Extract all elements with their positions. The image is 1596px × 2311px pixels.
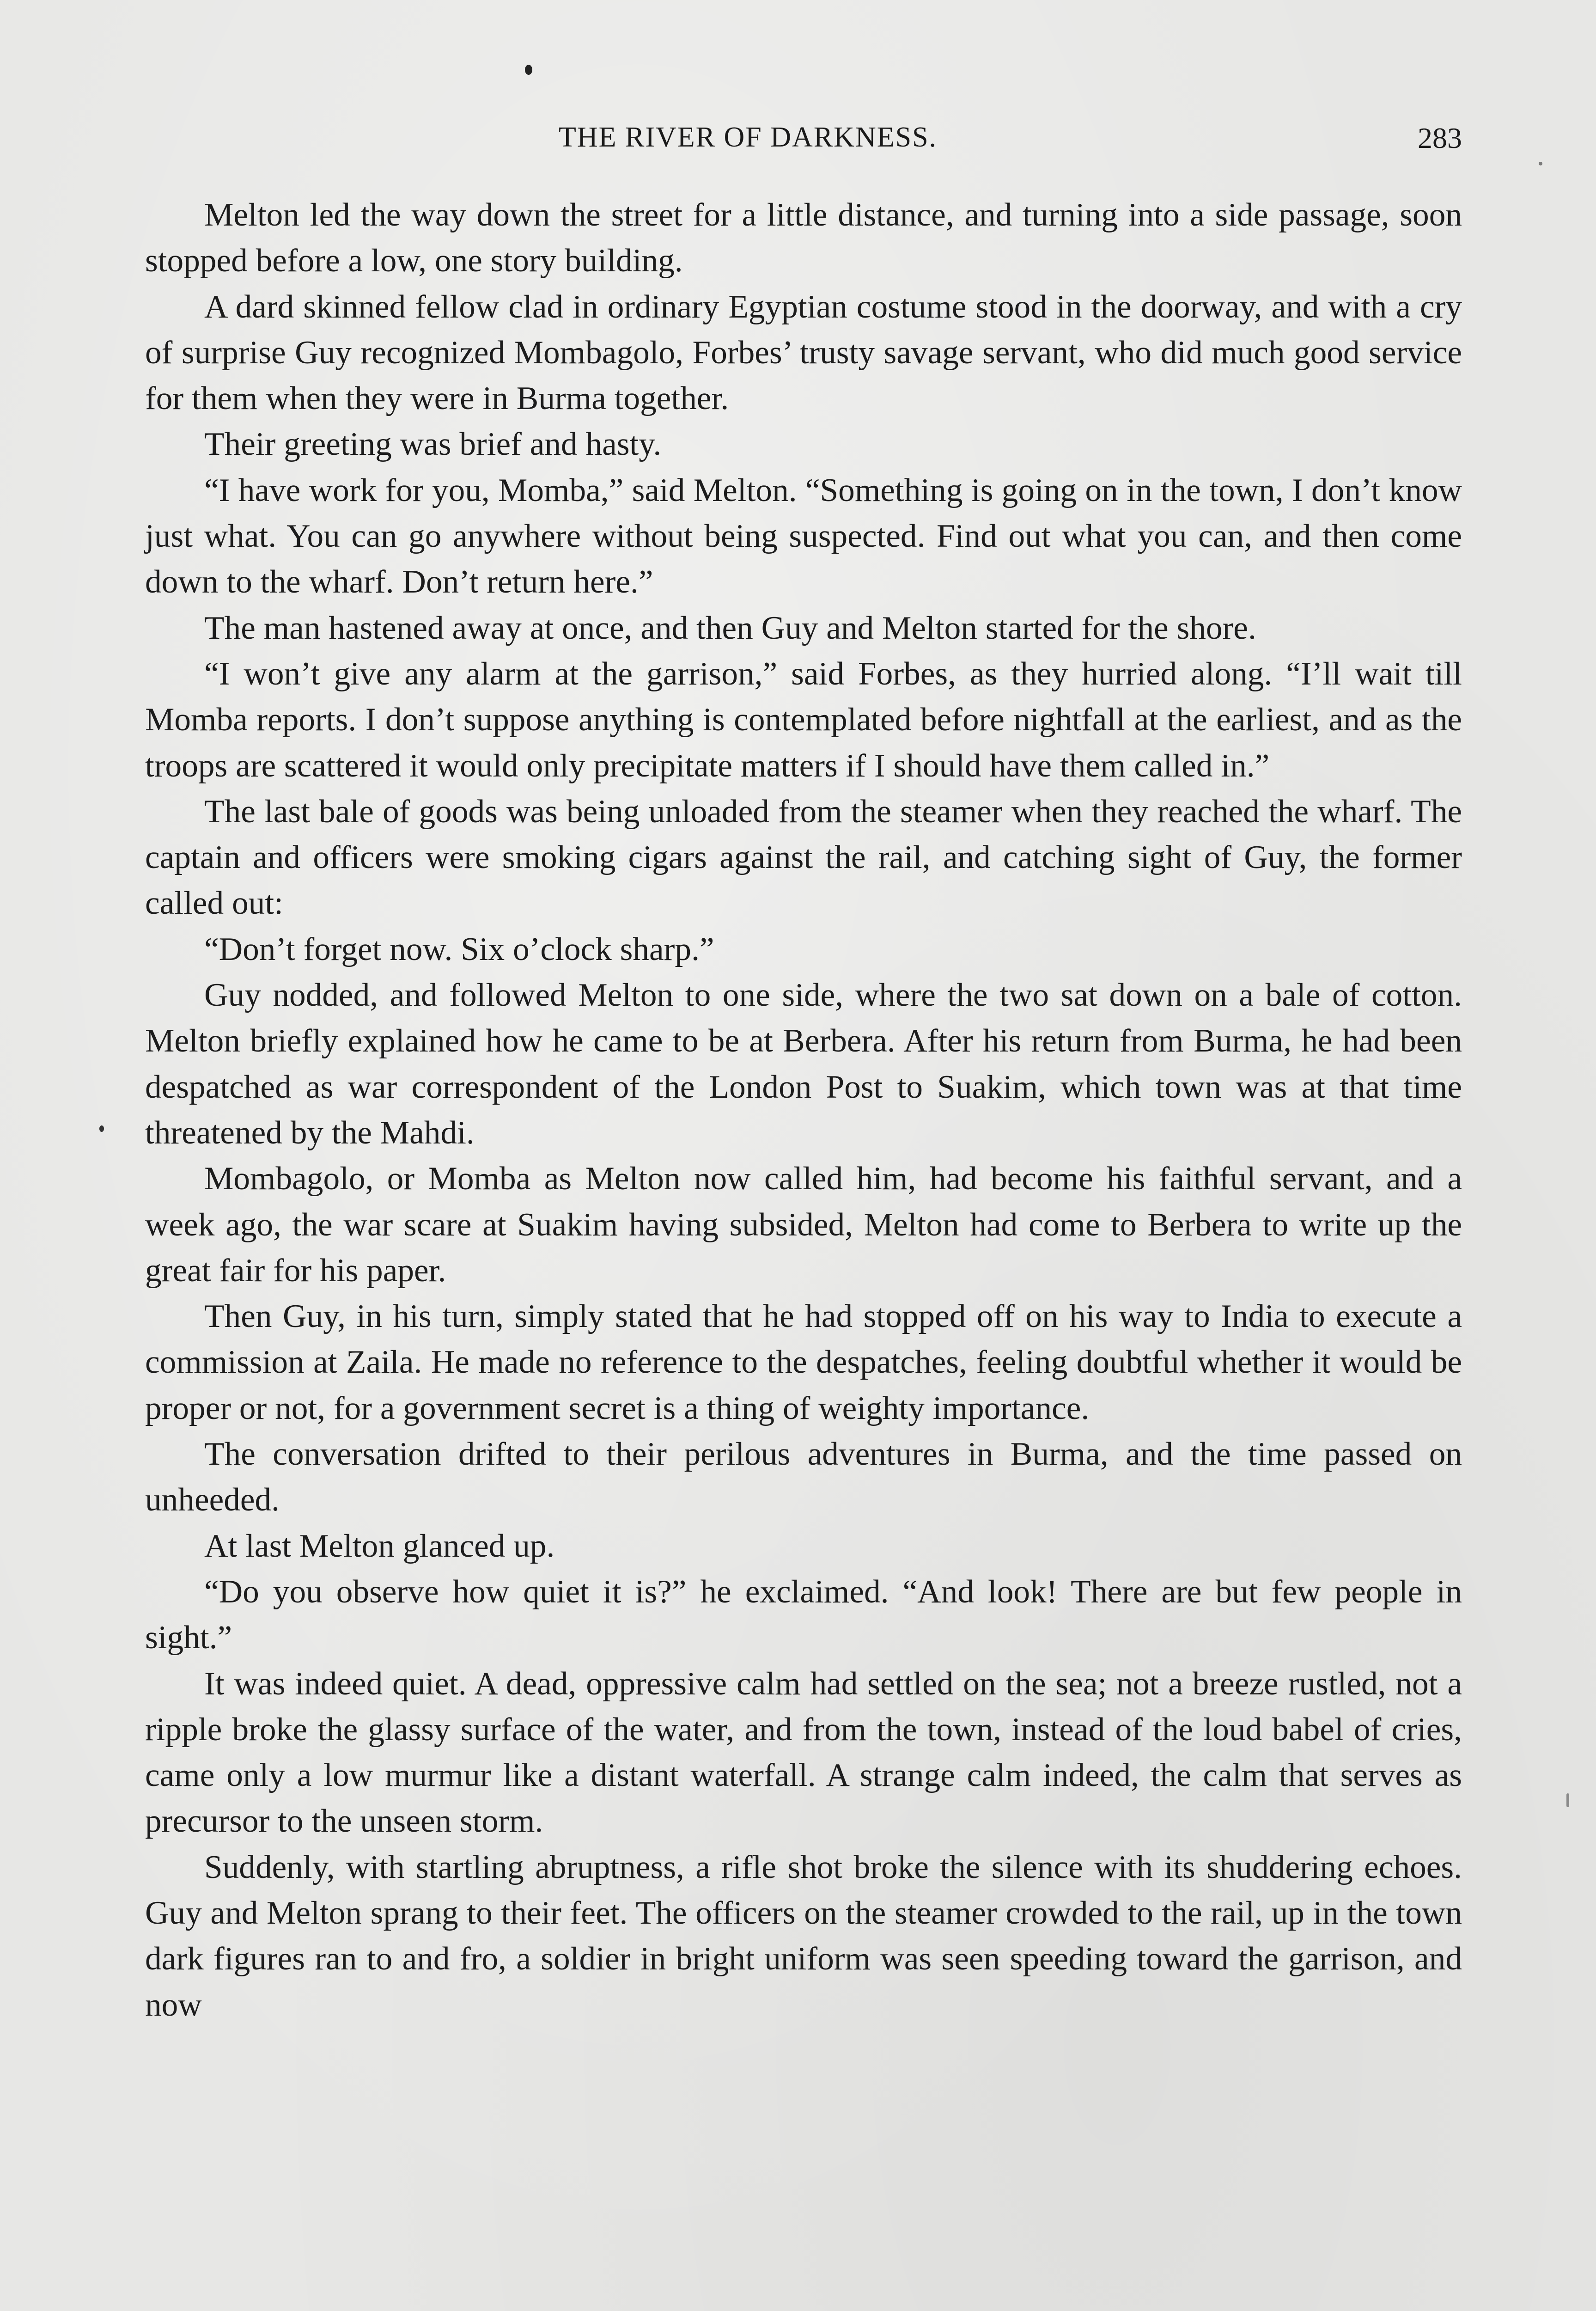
paragraph: Then Guy, in his turn, simply stated that he had stopped off on his way to India to execute a commission at Zaila. He made no reference to the despatches, feeling doubtful whether it would be proper or not, for a government secret is a thing of weighty importance. — [145, 1298, 1462, 1426]
running-title: THE RIVER OF DARKNESS. — [559, 122, 938, 153]
paragraph: “I won’t give any alarm at the garrison,” said Forbes, as they hurried along. “I’ll wait till Momba reports. I don’t suppose anything is contemplated before nightfall at the earliest, and as the troops are scattered it would only precipitate matters if I should have them called in.” — [145, 655, 1462, 784]
page-header — [145, 121, 1462, 158]
ink-speck — [1566, 1793, 1569, 1807]
page-number: 283 — [1418, 122, 1462, 154]
ink-speck — [99, 1125, 104, 1132]
ink-speck — [1539, 162, 1542, 165]
paragraph: Mombagolo, or Momba as Melton now called him, had become his faithful servant, and a week ago, the war scare at Suakim having subsided, Melton had come to Berbera to write up the great fair for his paper. — [145, 1160, 1462, 1289]
paragraph: At last Melton glanced up. — [204, 1527, 555, 1564]
paragraph: It was indeed quiet. A dead, oppressive calm had settled on the sea; not a breeze rustled, not a ripple broke the glassy surface of the water, and from the town, instead of the loud babel of cries, came only a low murmur like a distant waterfall. A strange calm indeed, the calm that serves as precursor to the unseen storm. — [145, 1665, 1462, 1840]
paragraph: Guy nodded, and followed Melton to one side, where the two sat down on a bale of cotton. Melton briefly explained how he came to be at Berbera. After his return from Burma, he had been despatched as war correspondent of the London Post to Suakim, which town was at that time threatened by the Mahdi. — [145, 977, 1462, 1151]
paragraph: The man hastened away at once, and then Guy and Melton started for the shore. — [204, 609, 1256, 646]
paragraph: Suddenly, with startling abruptness, a rifle shot broke the silence with its shuddering echoes. Guy and Melton sprang to their feet. The officers on the steamer crowded to the rail, up in the town dark figures ran to and fro, a soldier in bright uniform was seen speeding toward the garrison, and now — [145, 1848, 1462, 2023]
body-text — [145, 192, 1462, 2028]
paragraph: A dard skinned fellow clad in ordinary Egyptian costume stood in the doorway, and with a cry of surprise Guy recognized Mombagolo, Forbes’ trusty savage servant, who did much good service for them when they were in Burma together. — [145, 288, 1462, 417]
paragraph: “I have work for you, Momba,” said Melton. “Something is going on in the town, I don’t know just what. You can go anywhere without being suspected. Find out what you can, and then come down to the wharf. Don’t return here.” — [145, 471, 1462, 600]
paragraph: The conversation drifted to their perilous adventures in Burma, and the time passed on unheeded. — [145, 1436, 1462, 1518]
paragraph: “Don’t forget now. Six o’clock sharp.” — [204, 930, 714, 967]
ink-dot — [525, 65, 532, 75]
paragraph: “Do you observe how quiet it is?” he exclaimed. “And look! There are but few people in sight.” — [145, 1573, 1462, 1656]
paragraph: Melton led the way down the street for a little distance, and turning into a side passage, soon stopped before a low, one story building. — [145, 196, 1462, 279]
paragraph: The last bale of goods was being unloaded from the steamer when they reached the wharf. The captain and officers were smoking cigars against the rail, and catching sight of Guy, the former called out: — [145, 793, 1462, 922]
paragraph: Their greeting was brief and hasty. — [204, 426, 662, 463]
